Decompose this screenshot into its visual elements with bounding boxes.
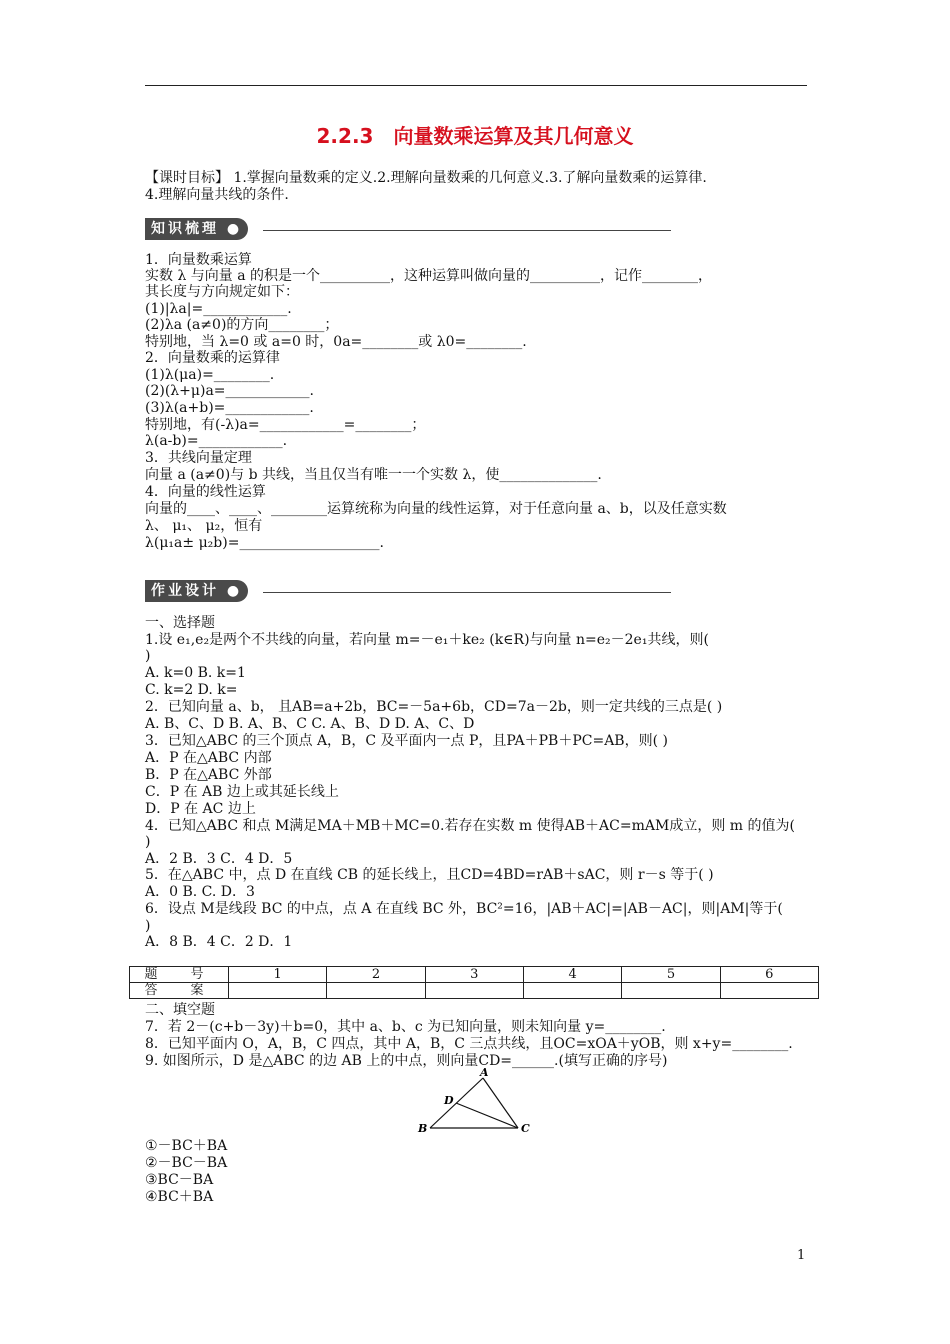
text-line: 其长度与方向规定如下：: [145, 284, 299, 300]
section-banner-homework: [145, 580, 248, 602]
question-9: 9. 如图所示，D 是△ABC 的边 AB 上的中点，则向量CD=______.(填写正确的序号): [145, 1053, 668, 1069]
option-line: A．8 B．4 C．2 D．1: [145, 934, 293, 950]
section-title: 作业设计 ●: [145, 580, 248, 602]
answer-cell[interactable]: [720, 983, 818, 999]
question-1: 1.设 e₁,e₂是两个不共线的向量，若向量 m=－e₁＋ke₂ (k∈R)与向量 n=e₂－2e₁共线，则(: [145, 632, 709, 648]
text-line: 4．向量的线性运算: [145, 484, 266, 500]
option-line: A．0 B. C. D．3: [145, 884, 255, 900]
header-rule: [145, 85, 807, 86]
text-line: 3．共线向量定理: [145, 450, 252, 466]
section-rule: [263, 230, 671, 231]
table-row: [130, 983, 819, 999]
section-rule: [263, 592, 671, 593]
table-cell: 1: [229, 967, 327, 983]
table-cell: 3: [425, 967, 523, 983]
table-row: [130, 967, 819, 983]
goals-line: 【课时目标】 1.掌握向量数乘的定义.2.理解向量数乘的几何意义.3.了解向量数乘的运算律.: [145, 170, 707, 186]
text-line: 二、填空题: [145, 1002, 215, 1018]
text-line: ): [145, 918, 151, 934]
text-line: λ、 μ₁、 μ₂，恒有: [145, 518, 263, 534]
text-line: 实数 λ 与向量 a 的积是一个__________，这种运算叫做向量的__________，记作________，: [145, 268, 713, 284]
answer-cell[interactable]: [622, 983, 720, 999]
text-line: 2．向量数乘的运算律: [145, 350, 280, 366]
page-number: 1: [797, 1248, 806, 1263]
answer-cell[interactable]: [425, 983, 523, 999]
text-line: ): [145, 648, 151, 664]
text-line: (2)(λ+μ)a=____________.: [145, 383, 314, 399]
option-line: B．P 在△ABC 外部: [145, 767, 272, 783]
text-line: 一、选择题: [145, 615, 215, 631]
table-header-cell: 题 号: [130, 967, 229, 983]
text-line: 1．向量数乘运算: [145, 252, 252, 268]
text-line: ): [145, 834, 151, 850]
choice-line: ③BC－BA: [145, 1172, 214, 1188]
text-line: (1)λ(μa)=________.: [145, 367, 275, 383]
page-title: 2.2.3 向量数乘运算及其几何意义: [316, 124, 634, 148]
question-6: 6．设点 M是线段 BC 的中点，点 A 在直线 BC 外，BC²=16，|AB＋AC|=|AB－AC|，则|AM|等于(: [145, 901, 783, 917]
option-line: A. B、C、D B. A、B、C C. A、B、D D. A、C、D: [145, 716, 475, 732]
text-line: λ(a-b)=____________.: [145, 433, 288, 449]
label-d: D: [444, 1094, 454, 1107]
text-line: λ(μ₁a± μ₂b)=____________________.: [145, 535, 384, 551]
label-a: A: [480, 1066, 489, 1079]
text-line: 向量的____、____、________运算统称为向量的线性运算，对于任意向量 a、b，以及任意实数: [145, 501, 727, 517]
answer-cell[interactable]: [523, 983, 621, 999]
question-3: 3．已知△ABC 的三个顶点 A，B，C 及平面内一点 P，且PA＋PB＋PC=AB，则( ): [145, 733, 668, 749]
answer-cell[interactable]: [327, 983, 425, 999]
text-line: 特别地，当 λ=0 或 a=0 时，0a=________或 λ0=________.: [145, 334, 527, 350]
label-c: C: [521, 1122, 530, 1135]
option-line: C．P 在 AB 边上或其延长线上: [145, 784, 339, 800]
option-line: A. k=0 B. k=1: [145, 665, 246, 681]
table-cell: 4: [523, 967, 621, 983]
question-7: 7．若 2－(c+b－3y)＋b=0，其中 a、b、c 为已知向量，则未知向量 y=________.: [145, 1019, 666, 1035]
table-cell: 6: [720, 967, 818, 983]
triangle-figure: [415, 1066, 540, 1136]
question-8: 8．已知平面内 O，A，B，C 四点，其中 A，B，C 三点共线，且OC=xOA＋yOB，则 x+y=________.: [145, 1036, 793, 1052]
choice-line: ④BC＋BA: [145, 1189, 214, 1205]
option-line: D．P 在 AC 边上: [145, 801, 256, 817]
choice-line: ②－BC－BA: [145, 1155, 228, 1171]
table-cell: 5: [622, 967, 720, 983]
table-cell: 2: [327, 967, 425, 983]
section-title: 知识梳理 ●: [145, 218, 248, 240]
option-line: A．P 在△ABC 内部: [145, 750, 272, 766]
choice-line: ①－BC＋BA: [145, 1138, 228, 1154]
text-line: (1)|λa|=____________.: [145, 301, 292, 317]
text-line: 特别地，有(-λ)a=____________=________；: [145, 417, 426, 433]
question-2: 2．已知向量 a、b， 且AB=a+2b，BC=－5a+6b，CD=7a－2b，则一定共线的三点是( ): [145, 699, 723, 715]
text-line: (2)λa (a≠0)的方向________；: [145, 317, 339, 333]
option-line: C. k=2 D. k=: [145, 682, 238, 698]
question-4: 4．已知△ABC 和点 M满足MA＋MB＋MC=0.若存在实数 m 使得AB＋AC=mAM成立，则 m 的值为(: [145, 818, 795, 834]
text-line: (3)λ(a+b)=____________.: [145, 400, 314, 416]
section-banner-knowledge: [145, 218, 248, 240]
answer-table: [129, 966, 819, 999]
label-b: B: [418, 1122, 428, 1135]
text-line: 向量 a (a≠0)与 b 共线，当且仅当有唯一一个实数 λ，使______________.: [145, 467, 602, 483]
answer-cell[interactable]: [229, 983, 327, 999]
table-header-cell: 答 案: [130, 983, 229, 999]
question-5: 5．在△ABC 中，点 D 在直线 CB 的延长线上，且CD=4BD=rAB＋sAC，则 r－s 等于( ): [145, 867, 714, 883]
goals-line: 4.理解向量共线的条件.: [145, 187, 289, 203]
option-line: A．2 B．3 C．4 D．5: [145, 851, 293, 867]
